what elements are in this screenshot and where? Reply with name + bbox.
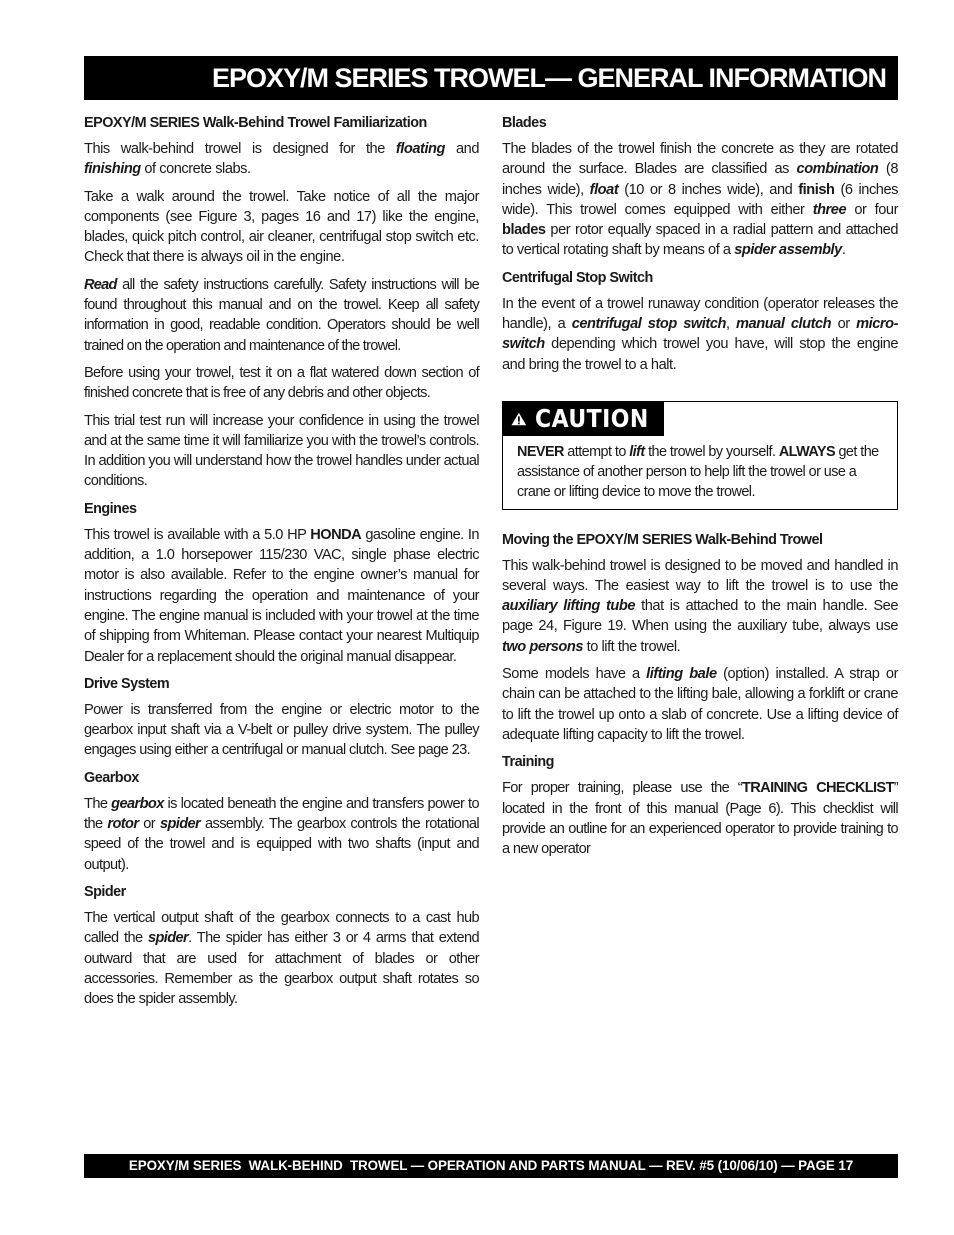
- caution-header: [503, 402, 664, 436]
- section-heading-blades: Blades: [502, 115, 547, 131]
- paragraph: Before using your trowel, test it on a flat watered down section of finished concrete that is free of any debris and other objects.: [84, 364, 479, 402]
- page-title: EPOXY/M SERIES TROWEL— GENERAL INFORMATION: [211, 63, 886, 93]
- section-heading-spider: Spider: [84, 883, 126, 900]
- term-blades: blades: [502, 222, 546, 239]
- paragraph: The gearbox is located beneath the engine and transfers power to the rotor or spider assembly. The gearbox controls the rotational speed of the trowel and is equipped with two shafts (input and output).: [84, 795, 479, 873]
- section-heading-moving: Moving the EPOXY/M SERIES Walk-Behind Trowel: [502, 531, 823, 548]
- term-floating: floating: [395, 141, 445, 157]
- section-heading-stop-switch: Centrifugal Stop Switch: [502, 269, 653, 286]
- paragraph: Read all the safety instructions carefully. Safety instructions will be found throughout this manual and on the trowel. Keep all safety information in good, readable condition. Operators should be well trained on the operation and maintenance of the trowel.: [84, 276, 479, 354]
- term-training-checklist: TRAINING CHECKLIST: [742, 780, 894, 797]
- term-spider-assembly: spider assembly: [734, 242, 842, 259]
- term-two-persons: two persons: [502, 638, 584, 655]
- section-heading-gearbox: Gearbox: [84, 769, 139, 786]
- footer-text: EPOXY/M SERIES WALK-BEHIND TROWEL — OPERATION AND PARTS MANUAL — REV. #5 (10/06/10) — PAGE 17: [128, 1158, 854, 1173]
- paragraph: In the event of a trowel runaway condition (operator releases the handle), a centrifugal stop switch, manual clutch or micro-switch depending which trowel you have, will stop the engine and bring the trowel to a halt.: [502, 295, 899, 373]
- term-lifting-bale: lifting bale: [646, 666, 717, 683]
- term-float: float: [589, 181, 619, 198]
- term-combination: combination: [796, 161, 879, 178]
- caution-box: [502, 401, 898, 510]
- term-lift: lift: [629, 443, 645, 460]
- term-manual-clutch: manual clutch: [736, 316, 832, 333]
- paragraph: This walk-behind trowel is designed for the floating and finishing of concrete slabs.: [84, 141, 479, 178]
- right-column: [502, 113, 898, 866]
- paragraph: The blades of the trowel finish the concrete as they are rotated around the surface. Blades are classified as combination (8 inches wide), float (10 or 8 inches wide), and finish (6 inches wide). This trowel comes equipped with either three or four blades per rotor equally spaced in a radial pattern and attached to vertical rotating shaft by means of a spider assembly.: [502, 141, 898, 259]
- paragraph: Take a walk around the trowel. Take notice of all the major components (see Figure 3, pages 16 and 17) like the engine, blades, quick pitch control, air cleaner, centrifugal stop switch etc. Check that there is always oil in the engine.: [84, 188, 479, 266]
- page-title-bar: [84, 56, 898, 100]
- term-spider: spider: [159, 816, 201, 833]
- caution-label: CAUTION: [534, 403, 649, 433]
- caution-text: NEVER attempt to lift the trowel by yourself. ALWAYS get the assistance of another person to help lift the trowel or use a crane or lifting device to move the trowel.: [517, 443, 879, 501]
- section-heading-familiarization: EPOXY/M SERIES Walk-Behind Trowel Familiarization: [84, 115, 427, 131]
- paragraph: For proper training, please use the “TRAINING CHECKLIST” located in the front of this manual (Page 6). This checklist will provide an outline for an experienced operator to provide training to a new operator: [502, 780, 898, 858]
- term-centrifugal-stop-switch: centrifugal stop switch: [571, 316, 726, 333]
- term-honda: HONDA: [310, 526, 362, 543]
- paragraph: This walk-behind trowel is designed to be moved and handled in several ways. The easiest way to lift the trowel is to use the auxiliary lifting tube that is attached to the main handle. See page 24, Figure 19. When using the auxiliary tube, always use two persons to lift the trowel.: [502, 557, 898, 655]
- term-three: three: [812, 201, 847, 218]
- section-heading-drive-system: Drive System: [84, 675, 170, 692]
- term-micro-switch: micro-switch: [502, 316, 899, 353]
- paragraph: Power is transferred from the engine or electric motor to the gearbox input shaft via a V-belt or pulley drive system. The pulley engages using either a centrifugal or manual clutch. See page 23.: [84, 701, 479, 759]
- paragraph: This trowel is available with a 5.0 HP HONDA gasoline engine. In addition, a 1.0 horsepower 115/230 VAC, single phase electric motor is also available. Refer to the engine owner’s manual for instructions regarding the operation and maintenance of your engine. The engine manual is included with your trowel at the time of shipping from Whiteman. Please contact your nearest Multiquip Dealer for a replacement should the original manual disappear.: [84, 526, 480, 665]
- section-heading-training: Training: [502, 754, 554, 771]
- warning-triangle-icon: [511, 406, 527, 432]
- paragraph: This trial test run will increase your confidence in using the trowel and at the same time it will familiarize you with the trowel’s controls. In addition you will understand how the trowel handles under actual conditions.: [84, 412, 479, 490]
- section-heading-engines: Engines: [84, 500, 137, 517]
- term-finishing: finishing: [84, 161, 141, 178]
- term-finish: finish: [798, 181, 835, 198]
- paragraph: The vertical output shaft of the gearbox connects to a cast hub called the spider. The spider has either 3 or 4 arms that extend outward that are used for attachment of blades or other accessories. Remember as the gearbox output shaft rotates so does the spider assembly.: [84, 909, 479, 1008]
- term-spider: spider: [147, 930, 189, 947]
- term-rotor: rotor: [107, 816, 139, 833]
- left-column: [84, 113, 479, 1016]
- term-gearbox: gearbox: [111, 795, 164, 812]
- term-auxiliary-lifting-tube: auxiliary lifting tube: [502, 598, 635, 615]
- term-read: Read: [84, 276, 117, 293]
- page-footer: [84, 1154, 898, 1178]
- paragraph: Some models have a lifting bale (option) installed. A strap or chain can be attached to the lifting bale, allowing a forklift or crane to lift the trowel up onto a slab of concrete. Use a lifting device of adequate lifting capacity to lift the trowel.: [502, 666, 899, 743]
